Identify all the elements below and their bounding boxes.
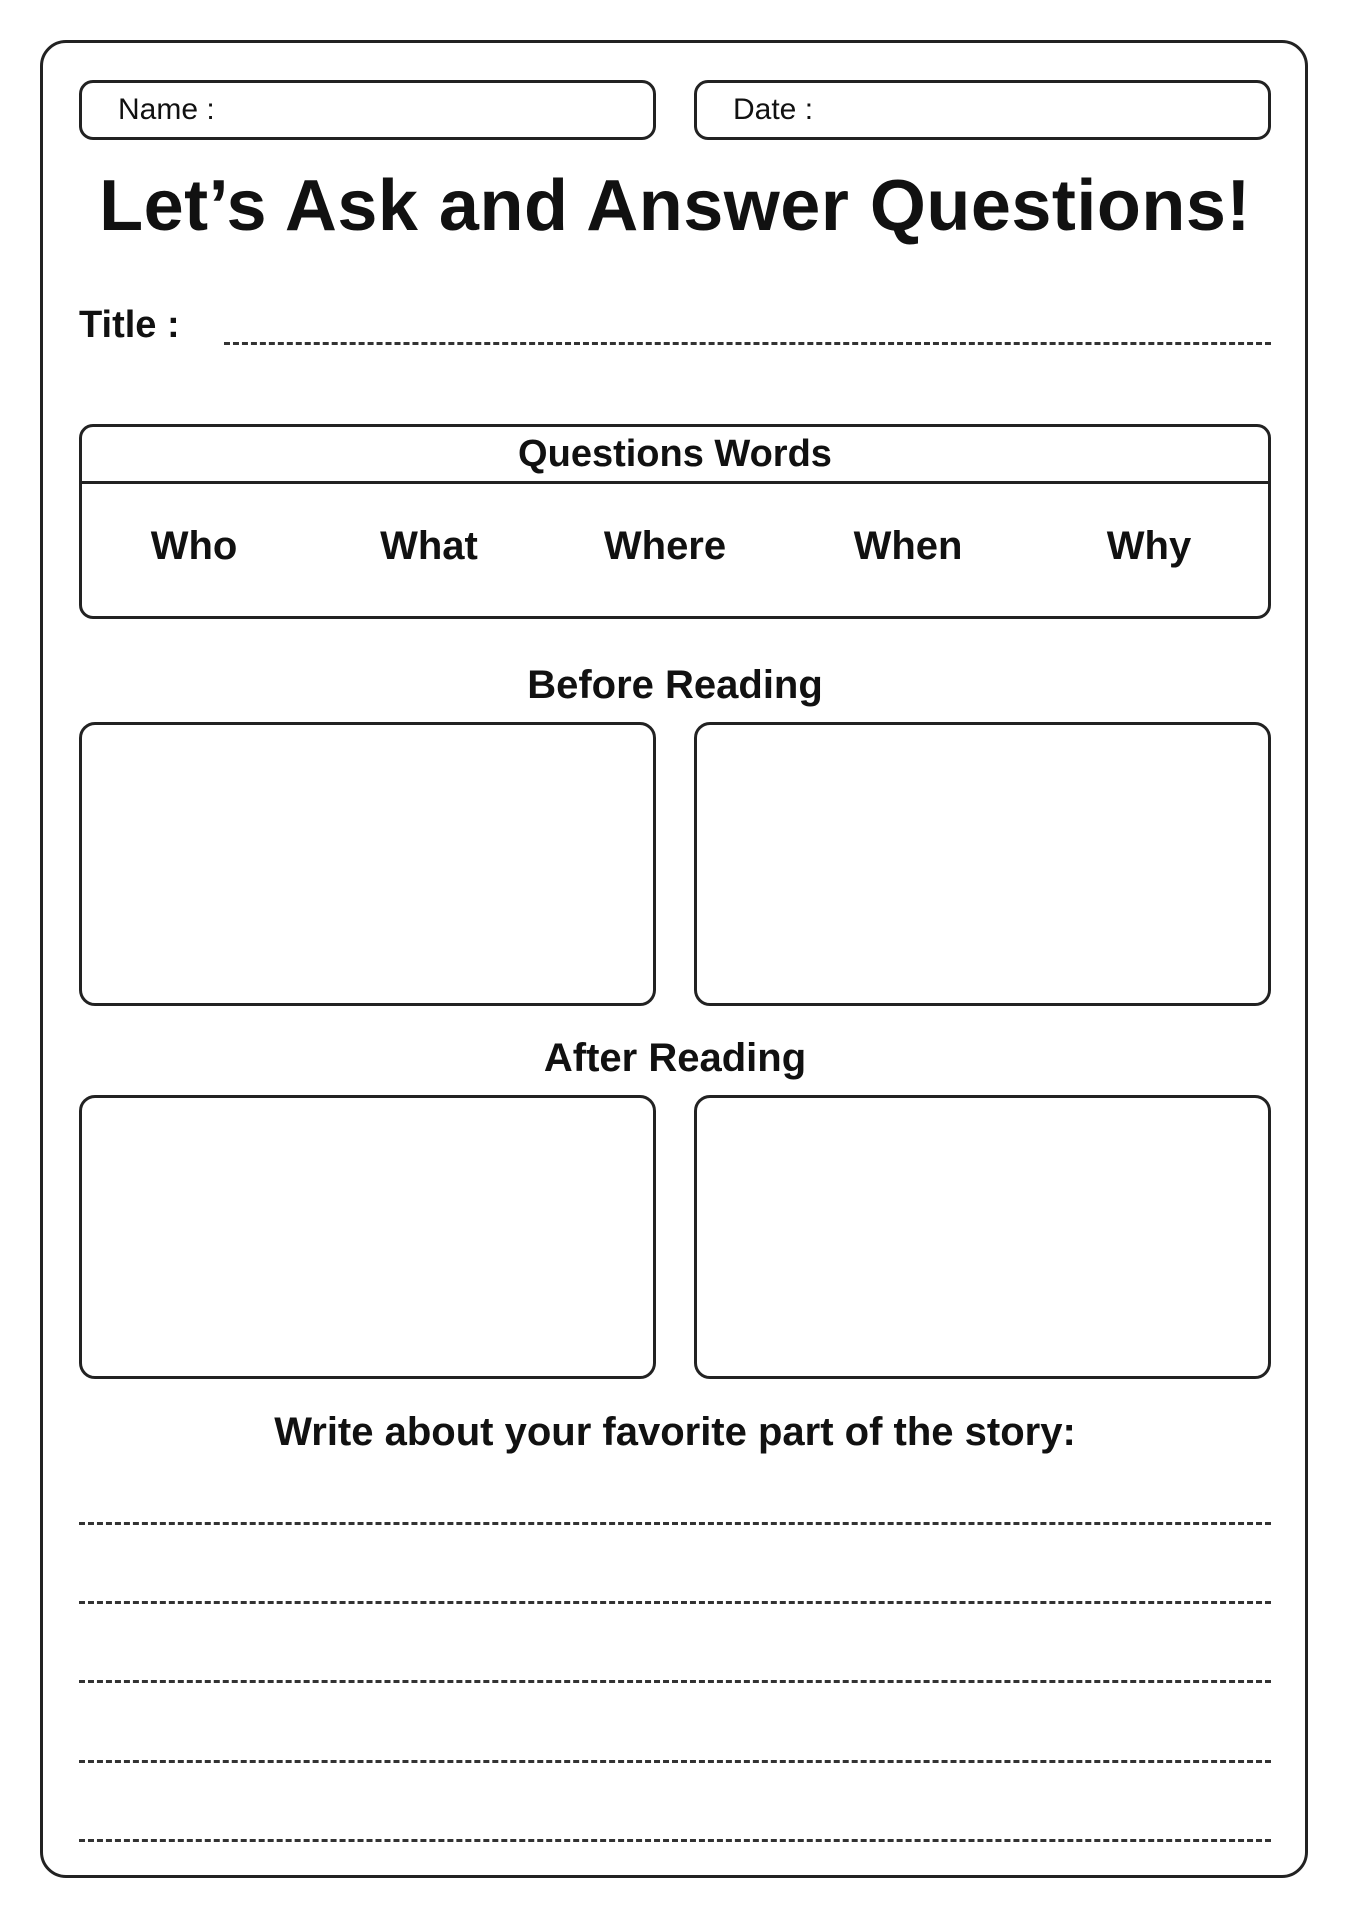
writing-line[interactable] [79, 1839, 1271, 1842]
favorite-part-prompt: Write about your favorite part of the story: [274, 1410, 1076, 1454]
date-label: Date : [733, 93, 814, 126]
name-field[interactable] [79, 80, 656, 140]
worksheet-title: Let’s Ask and Answer Questions! [99, 166, 1251, 246]
name-label: Name : [118, 93, 215, 126]
question-words-box [79, 424, 1271, 619]
story-title-line[interactable] [224, 342, 1271, 345]
writing-line[interactable] [79, 1522, 1271, 1525]
question-words-heading: Questions Words [82, 427, 1268, 484]
question-word-why: Why [1106, 524, 1192, 568]
story-title-label: Title : [79, 304, 180, 346]
writing-line[interactable] [79, 1680, 1271, 1683]
date-field[interactable] [694, 80, 1271, 140]
after-reading-box-1[interactable] [79, 1095, 656, 1379]
writing-line[interactable] [79, 1760, 1271, 1763]
story-title-row [79, 304, 1271, 354]
after-reading-box-2[interactable] [694, 1095, 1271, 1379]
before-reading-box-1[interactable] [79, 722, 656, 1006]
question-words-list [82, 484, 1268, 616]
after-reading-heading: After Reading [543, 1036, 807, 1080]
before-reading-box-2[interactable] [694, 722, 1271, 1006]
question-word-where: Where [603, 524, 727, 568]
writing-line[interactable] [79, 1601, 1271, 1604]
question-word-who: Who [150, 524, 238, 568]
question-word-when: When [853, 524, 963, 568]
before-reading-heading: Before Reading [527, 663, 823, 707]
question-word-what: What [380, 524, 478, 568]
